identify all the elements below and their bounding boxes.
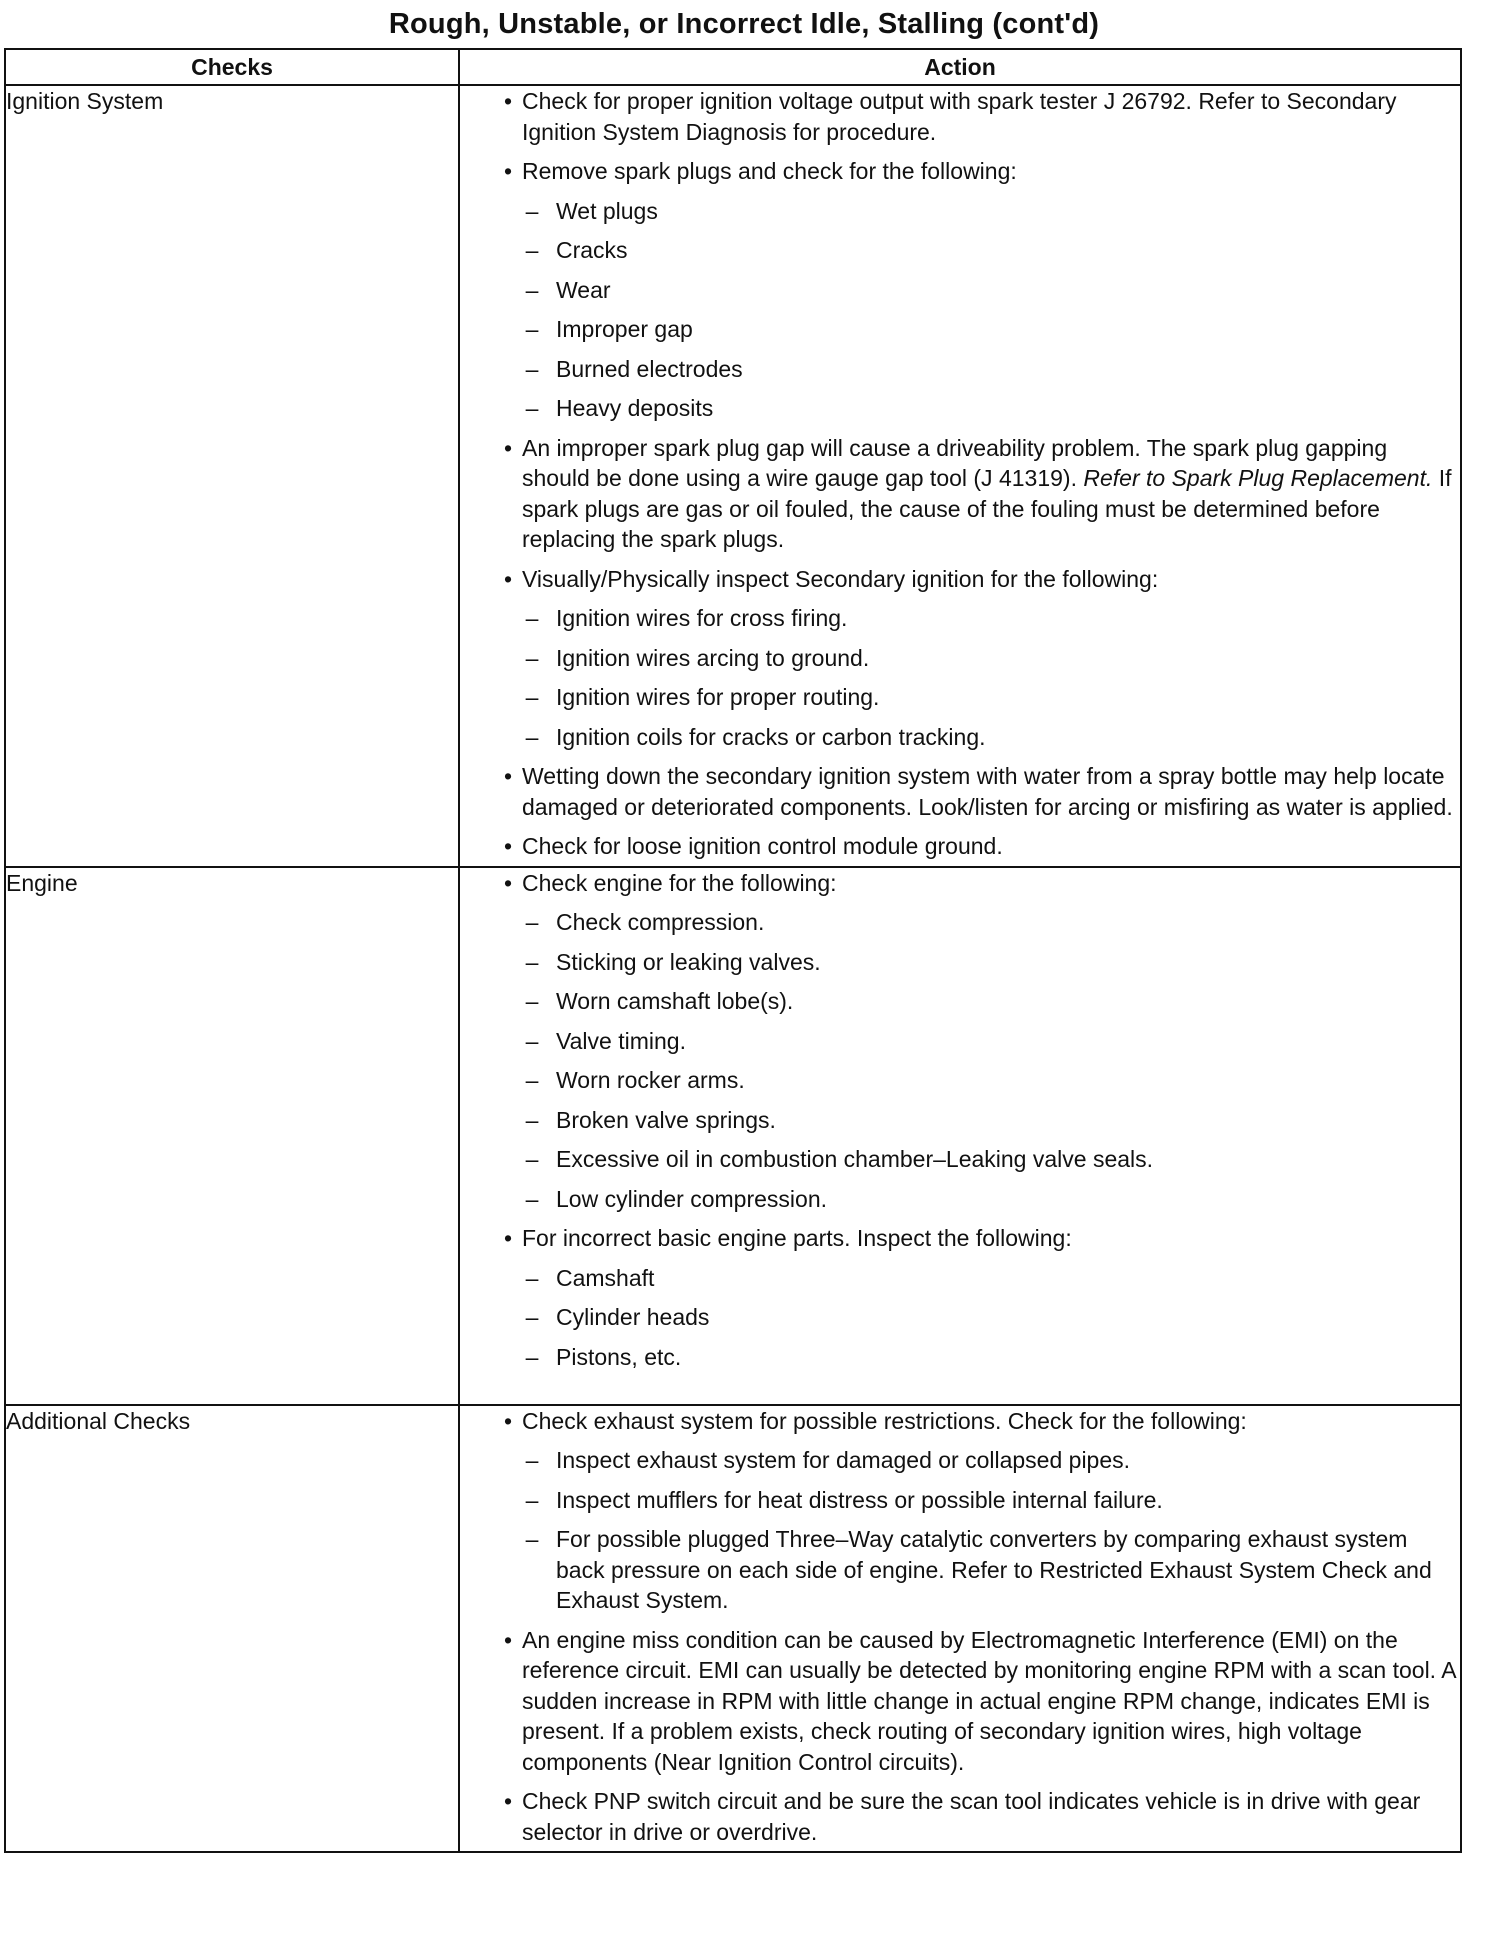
sub-list (522, 1445, 1460, 1616)
procedure-reference: Refer to Spark Plug Replacement. (1083, 465, 1433, 491)
bullet-icon: • (503, 1626, 513, 1653)
bullet-icon: • (503, 565, 513, 592)
dash-icon: – (525, 1486, 539, 1513)
action-text: Check for loose ignition control module ground. (522, 833, 1003, 859)
sub-item (522, 986, 1460, 1017)
action-item (460, 1223, 1460, 1372)
dash-icon: – (525, 723, 539, 750)
action-text: Wetting down the secondary ignition system with water from a spray bottle may help locate damaged or deteriorated components. Look/listen for arcing or misfiring as water is applied. (522, 763, 1453, 820)
dash-icon: – (525, 1106, 539, 1133)
dash-icon: – (525, 1067, 539, 1093)
sub-item-text: Inspect mufflers for heat distress or possible internal failure. (556, 1486, 1163, 1513)
action-item (460, 1786, 1460, 1847)
sub-item-text: Inspect exhaust system for damaged or collapsed pipes. (556, 1447, 1131, 1473)
sub-item (522, 1485, 1460, 1516)
dash-icon: – (525, 316, 539, 342)
dash-icon: – (525, 276, 539, 303)
dash-icon: – (525, 909, 539, 935)
action-item (460, 1406, 1460, 1616)
sub-item (522, 1342, 1460, 1373)
sub-list (522, 196, 1460, 424)
dash-icon: – (525, 1146, 539, 1172)
action-text: Check exhaust system for possible restrictions. Check for the following: (522, 1407, 1247, 1434)
action-item (460, 564, 1460, 753)
sub-item-text: Heavy deposits (556, 395, 714, 421)
dash-icon: – (525, 1343, 539, 1370)
sub-item-text: Ignition wires arcing to ground. (556, 644, 870, 671)
check-cell (5, 85, 459, 867)
sub-item (522, 722, 1460, 753)
sub-item (522, 1105, 1460, 1136)
sub-item (522, 1144, 1460, 1175)
sub-item-text: Valve timing. (556, 1027, 686, 1054)
action-item (460, 1625, 1460, 1778)
sub-item-text: Ignition wires for cross firing. (556, 605, 848, 631)
sub-item (522, 682, 1460, 713)
sub-item-text: Ignition coils for cracks or carbon tracking. (556, 723, 986, 750)
action-text: An improper spark plug gap will cause a driveability problem. The spark plug gapping should be done using a wire gauge gap tool (J 41319). (522, 434, 1388, 491)
action-column-header: Action (459, 49, 1461, 85)
sub-item (522, 1524, 1460, 1616)
bullet-icon: • (503, 1407, 513, 1434)
sub-list (522, 603, 1460, 752)
action-text: If spark plugs are gas or oil fouled, the cause of the fouling must be determined before replacing the spark plugs. (522, 465, 1452, 552)
action-item (460, 868, 1460, 1215)
sub-item-text: Wear (556, 276, 611, 303)
sub-item-text: Burned electrodes (556, 355, 743, 382)
dash-icon: – (525, 1264, 539, 1291)
dash-icon: – (525, 1027, 539, 1054)
check-label: Engine (6, 869, 78, 896)
dash-icon: – (525, 605, 539, 631)
sub-item-text: Low cylinder compression. (556, 1185, 828, 1212)
action-cell (459, 1405, 1461, 1853)
sub-item (522, 1065, 1460, 1096)
check-cell (5, 1405, 459, 1853)
sub-item (522, 1302, 1460, 1333)
action-list (460, 1406, 1460, 1848)
sub-item (522, 643, 1460, 674)
action-item (460, 761, 1460, 822)
sub-item (522, 196, 1460, 227)
action-list (460, 86, 1460, 862)
bullet-icon: • (503, 763, 513, 789)
check-label: Additional Checks (6, 1407, 191, 1434)
sub-list (522, 1263, 1460, 1373)
sub-item-text: Cylinder heads (556, 1304, 710, 1330)
sub-item-text: Improper gap (556, 316, 693, 342)
sub-item-text: Worn camshaft lobe(s). (556, 988, 794, 1014)
sub-item (522, 1445, 1460, 1476)
sub-item (522, 235, 1460, 266)
sub-item (522, 907, 1460, 938)
action-list (460, 868, 1460, 1373)
action-item (460, 831, 1460, 862)
sub-item (522, 314, 1460, 345)
checks-column-header: Checks (5, 49, 459, 85)
sub-item-text: Wet plugs (556, 197, 658, 224)
action-text: An engine miss condition can be caused by Electromagnetic Interference (EMI) on the reference circuit. EMI can usually be detected by monitoring engine RPM with a scan tool. A sudden increase in RPM with little change in actual engine RPM change, indicates EMI is present. If a problem exists, check routing of secondary ignition wires, high voltage components (Near Ignition Control circuits). (522, 1626, 1456, 1775)
action-item (460, 86, 1460, 147)
action-text: Remove spark plugs and check for the following: (522, 158, 1017, 184)
sub-item-text: Broken valve springs. (556, 1106, 776, 1133)
diagnosis-table (4, 48, 1462, 1853)
sub-item-text: Sticking or leaking valves. (556, 948, 821, 975)
check-label: Ignition System (6, 88, 164, 114)
bullet-icon: • (503, 434, 513, 461)
dash-icon: – (525, 1447, 539, 1473)
sub-item-text: Check compression. (556, 909, 765, 935)
sub-item (522, 393, 1460, 424)
sub-item (522, 947, 1460, 978)
sub-item-text: Pistons, etc. (556, 1343, 682, 1370)
action-text: Check for proper ignition voltage output with spark tester J 26792. Refer to Secondary Ignition System Diagnosis for procedure. (522, 88, 1397, 145)
sub-item-text: For possible plugged Three–Way catalytic converters by comparing exhaust system back pressure on each side of engine. Refer to Restricted Exhaust System Check and Exhaust System. (556, 1526, 1432, 1613)
sub-item-text: Cracks (556, 237, 628, 263)
action-text: For incorrect basic engine parts. Inspect the following: (522, 1225, 1072, 1251)
sub-item-text: Ignition wires for proper routing. (556, 684, 880, 710)
action-item (460, 433, 1460, 555)
action-text: Visually/Physically inspect Secondary ignition for the following: (522, 565, 1159, 592)
dash-icon: – (525, 395, 539, 421)
table-row-ignition-system (5, 85, 1461, 867)
bullet-icon: • (503, 88, 513, 114)
sub-item (522, 1263, 1460, 1294)
sub-item-text: Excessive oil in combustion chamber–Leaking valve seals. (556, 1146, 1154, 1172)
table-row-additional-checks (5, 1405, 1461, 1853)
bullet-icon: • (503, 833, 513, 859)
dash-icon: – (525, 1526, 539, 1552)
dash-icon: – (525, 1185, 539, 1212)
dash-icon: – (525, 644, 539, 671)
sub-item-text: Worn rocker arms. (556, 1067, 745, 1093)
sub-item (522, 603, 1460, 634)
check-cell (5, 867, 459, 1405)
bullet-icon: • (503, 869, 513, 896)
bullet-icon: • (503, 1225, 513, 1251)
dash-icon: – (525, 237, 539, 263)
sub-item (522, 1026, 1460, 1057)
table-row-engine (5, 867, 1461, 1405)
dash-icon: – (525, 988, 539, 1014)
bullet-icon: • (503, 1788, 513, 1814)
action-cell (459, 85, 1461, 867)
table-header-row (5, 49, 1461, 85)
action-cell (459, 867, 1461, 1405)
action-text: Check engine for the following: (522, 869, 837, 896)
dash-icon: – (525, 355, 539, 382)
sub-item (522, 354, 1460, 385)
dash-icon: – (525, 1304, 539, 1330)
action-text: Check PNP switch circuit and be sure the scan tool indicates vehicle is in drive with gear selector in drive or overdrive. (522, 1788, 1421, 1845)
sub-item (522, 275, 1460, 306)
sub-item (522, 1184, 1460, 1215)
action-item (460, 156, 1460, 424)
dash-icon: – (525, 948, 539, 975)
dash-icon: – (525, 197, 539, 224)
page-title: Rough, Unstable, or Incorrect Idle, Stalling (cont'd) (388, 8, 1100, 40)
dash-icon: – (525, 684, 539, 710)
sub-item-text: Camshaft (556, 1264, 655, 1291)
bullet-icon: • (503, 158, 513, 184)
sub-list (522, 907, 1460, 1214)
